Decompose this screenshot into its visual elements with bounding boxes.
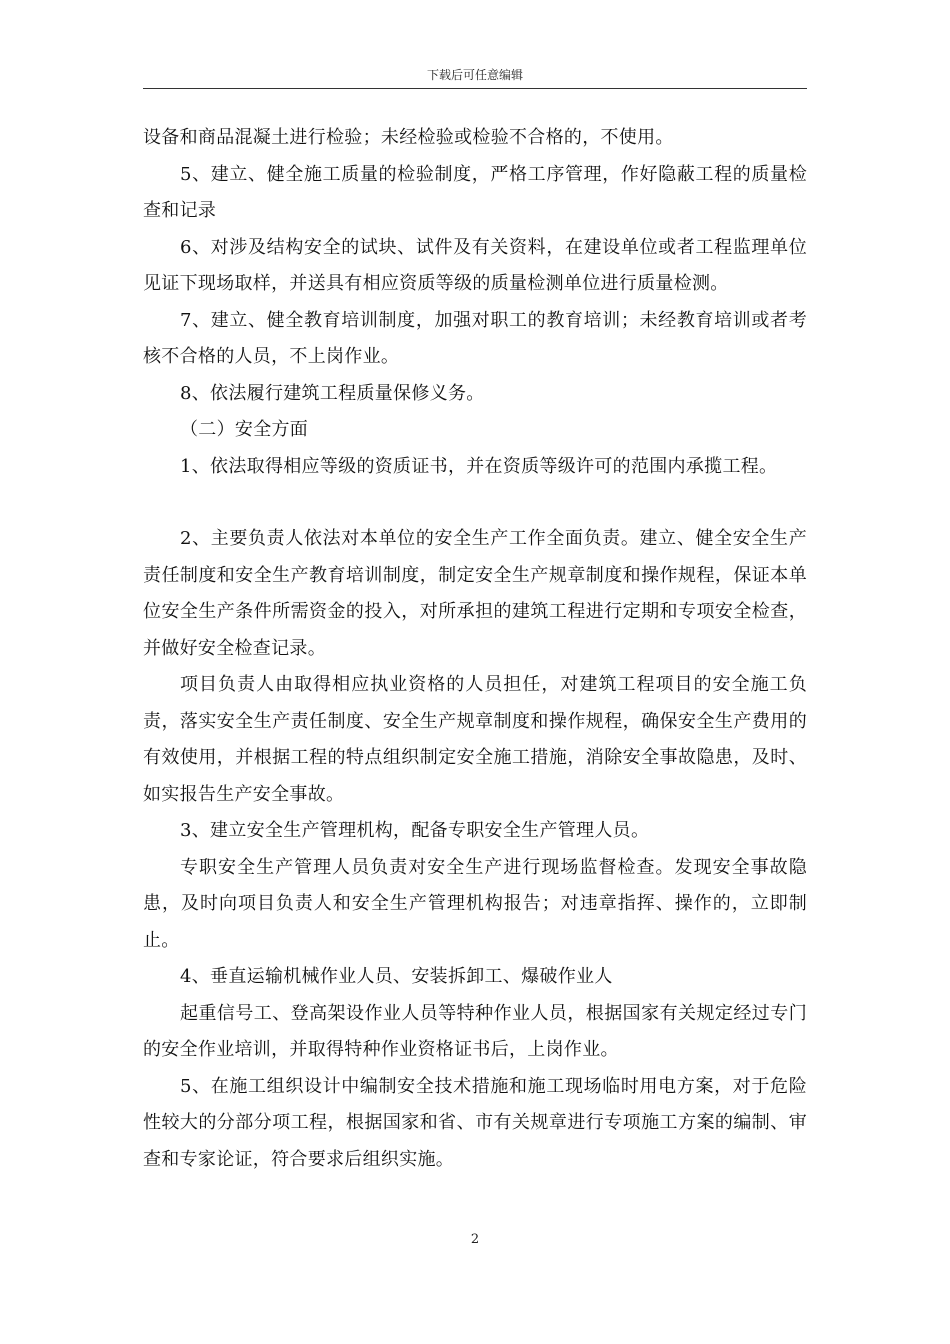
paragraph-quality-item-5: 5、建立、健全施工质量的检验制度，严格工序管理，作好隐蔽工程的质量检查和记录 xyxy=(143,163,807,221)
paragraph-project-leader: 项目负责人由取得相应执业资格的人员担任，对建筑工程项目的安全施工负责，落实安全生产责任制度、安全生产规章制度和操作规程，确保安全生产费用的有效使用，并根据工程的特点组织制定安全施工措施，消除安全事故隐患，及时、如实报告生产安全事故。 xyxy=(143,674,807,805)
paragraph-quality-item-8: 8、依法履行建筑工程质量保修义务。 xyxy=(180,382,485,404)
header-divider xyxy=(143,88,807,89)
page-number: 2 xyxy=(470,1232,480,1247)
document-body xyxy=(143,120,807,1178)
paragraph-safety-item-5: 5、在施工组织设计中编制安全技术措施和施工现场临时用电方案，对于危险性较大的分部分项工程，根据国家和省、市有关规章进行专项施工方案的编制、审查和专家论证，符合要求后组织实施。 xyxy=(143,1075,807,1170)
paragraph-continuation: 设备和商品混凝土进行检验；未经检验或检验不合格的，不使用。 xyxy=(143,127,674,148)
paragraph-quality-item-6: 6、对涉及结构安全的试块、试件及有关资料，在建设单位或者工程监理单位见证下现场取样，并送具有相应资质等级的质量检测单位进行质量检测。 xyxy=(143,236,807,294)
paragraph-safety-manager: 专职安全生产管理人员负责对安全生产进行现场监督检查。发现安全事故隐患，及时向项目负责人和安全生产管理机构报告；对违章指挥、操作的，立即制止。 xyxy=(143,856,807,951)
section-heading-safety: （二）安全方面 xyxy=(180,419,309,440)
paragraph-quality-item-7: 7、建立、健全教育培训制度，加强对职工的教育培训；未经教育培训或者考核不合格的人员，不上岗作业。 xyxy=(143,309,807,367)
paragraph-safety-item-4: 4、垂直运输机械作业人员、安装拆卸工、爆破作业人 xyxy=(180,966,613,987)
paragraph-safety-item-3: 3、建立安全生产管理机构，配备专职安全生产管理人员。 xyxy=(180,820,650,841)
paragraph-special-workers: 起重信号工、登高架设作业人员等特种作业人员，根据国家有关规定经过专门的安全作业培训，并取得特种作业资格证书后，上岗作业。 xyxy=(143,1002,807,1060)
paragraph-safety-item-1: 1、依法取得相应等级的资质证书，并在资质等级许可的范围内承揽工程。 xyxy=(180,455,778,477)
paragraph-safety-item-2: 2、主要负责人依法对本单位的安全生产工作全面负责。建立、健全安全生产责任制度和安全生产教育培训制度，制定安全生产规章制度和操作规程，保证本单位安全生产条件所需资金的投入，对所承担的建筑工程进行定期和专项安全检查，并做好安全检查记录。 xyxy=(143,528,807,659)
header-note: 下载后可任意编辑 xyxy=(426,68,523,82)
